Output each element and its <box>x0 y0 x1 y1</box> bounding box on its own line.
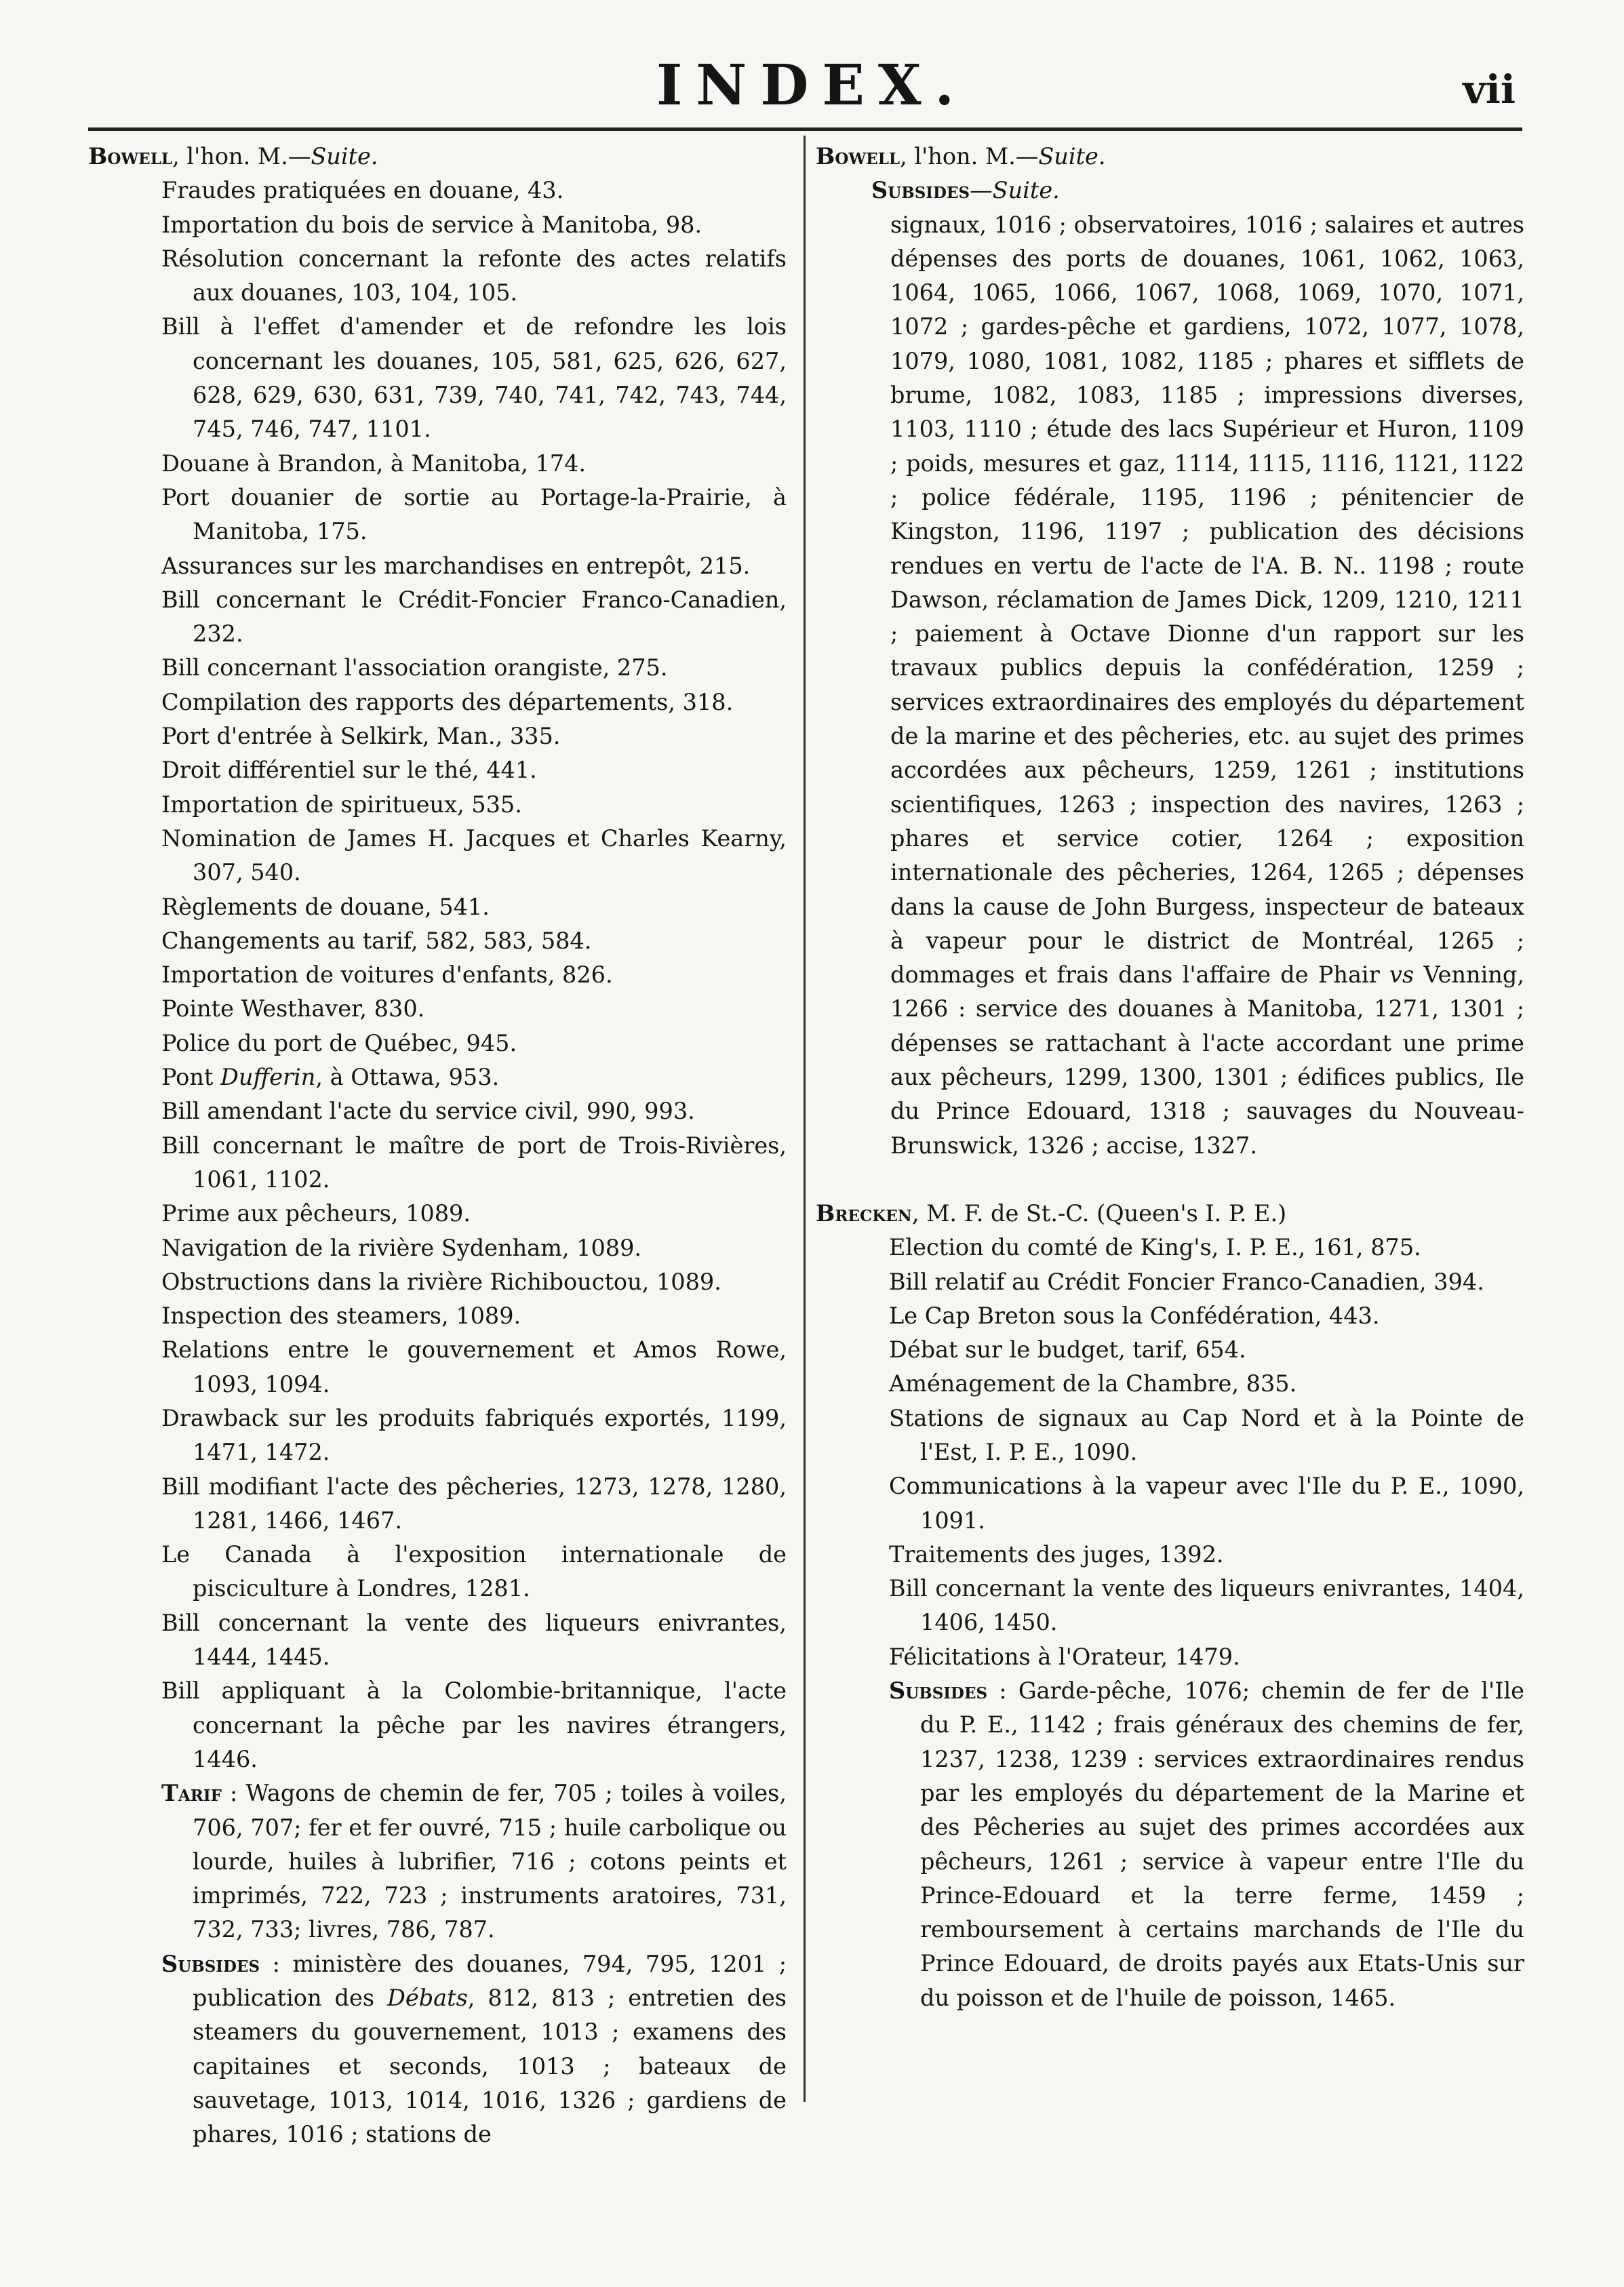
index-entry: Stations de signaux au Cap Nord et à la Pointe de l'Est, I. P. E., 1090. <box>889 1404 1524 1465</box>
author-name: Bowell <box>816 143 900 170</box>
index-entry: Navigation de la rivière Sydenham, 1089. <box>161 1234 642 1261</box>
subsides-section <box>816 1674 1524 2015</box>
index-entry: Bill concernant la vente des liqueurs enivrantes, 1404, 1406, 1450. <box>889 1575 1524 1636</box>
left-column <box>88 140 787 2152</box>
index-entry: Bill relatif au Crédit Foncier Franco-Canadien, 394. <box>889 1268 1484 1295</box>
index-entry: Compilation des rapports des départements, 318. <box>161 688 734 715</box>
section-label: Subsides <box>889 1677 988 1705</box>
index-entry: Droit différentiel sur le thé, 441. <box>161 757 537 784</box>
author-title: , l'hon. M.— <box>900 143 1039 170</box>
index-entry: Le Cap Breton sous la Confédération, 443. <box>889 1302 1380 1329</box>
author-heading <box>88 140 787 174</box>
entry-italic: Dufferin <box>220 1064 316 1091</box>
author-heading <box>816 1197 1524 1231</box>
section-text: : Garde-pêche, 1076; chemin de fer de l'Ile du P. E., 1142 ; frais généraux des chemins de fer, 1237, 1238, 1239 : services extraordinaires rendus par les employés du département de la Marine et des Pêcheries au sujet des primes accordées aux pêcheurs, 1261 ; service à vapeur entre l'Ile du Prince-Edouard et la terre ferme, 1459 ; remboursement à certains marchands de l'Ile du Prince Edouard, de droits payés aux Etats-Unis sur du poisson et de l'huile de poisson, 1465. <box>920 1677 1524 2011</box>
section-text: : ministère des douanes, 794, 795, 1201 ; publication des <box>193 1950 787 2012</box>
index-entry: Aménagement de la Chambre, 835. <box>889 1370 1297 1397</box>
index-entry: Police du port de Québec, 945. <box>161 1029 517 1056</box>
index-entry: Importation de spiritueux, 535. <box>161 791 522 818</box>
page-number: vii <box>1463 66 1516 113</box>
entry-text: , à Ottawa, 953. <box>315 1064 500 1091</box>
index-entry: Bill concernant l'association orangiste, 275. <box>161 654 668 681</box>
subsides-section <box>88 1947 787 2152</box>
index-entry: Bill amendant l'acte du service civil, 990, 993. <box>161 1098 695 1125</box>
index-entry: Bill modifiant l'acte des pêcheries, 1273, 1278, 1280, 1281, 1466, 1467. <box>161 1473 787 1534</box>
index-entry: Bill à l'effet d'amender et de refondre les lois concernant les douanes, 105, 581, 625, 626, 627, 628, 629, 630, 631, 739, 740, 741, 742, 743, 744, 745, 746, 747, 1101. <box>161 313 787 443</box>
index-entry: Importation de voitures d'enfants, 826. <box>161 961 613 989</box>
index-entry: Drawback sur les produits fabriqués exportés, 1199, 1471, 1472. <box>161 1404 787 1466</box>
index-entry: Règlements de douane, 541. <box>161 893 490 920</box>
column-divider <box>804 136 806 2102</box>
index-entry: Importation du bois de service à Manitoba, 98. <box>161 211 702 238</box>
index-entry: Communications à la vapeur avec l'Ile du P. E., 1090, 1091. <box>889 1473 1524 1534</box>
index-entry: Election du comté de King's, I. P. E., 161, 875. <box>889 1234 1421 1261</box>
subsides-heading <box>816 174 1524 207</box>
author-heading <box>816 140 1524 174</box>
author-name: Bowell <box>88 143 173 170</box>
index-entry: Bill appliquant à la Colombie-britannique, l'acte concernant la pêche par les navires étrangers, 1446. <box>161 1677 787 1772</box>
suite-label: —Suite. <box>970 177 1060 204</box>
index-entry: Félicitations à l'Orateur, 1479. <box>889 1643 1240 1670</box>
index-entry: Traitements des juges, 1392. <box>889 1540 1224 1568</box>
subsides-continued <box>816 208 1524 1163</box>
index-entry: Bill concernant le maître de port de Trois-Rivières, 1061, 1102. <box>161 1132 787 1193</box>
entry-text: Pont <box>161 1064 221 1091</box>
index-entry: Prime aux pêcheurs, 1089. <box>161 1200 471 1227</box>
index-entry: Changements au tarif, 582, 583, 584. <box>161 927 592 954</box>
index-entry: Débat sur le budget, tarif, 654. <box>889 1336 1246 1364</box>
index-entry: Bill concernant le Crédit-Foncier Franco-Canadien, 232. <box>161 586 787 648</box>
author-name: Brecken <box>816 1199 912 1227</box>
author-title: , M. F. de St.-C. (Queen's I. P. E.) <box>911 1199 1287 1227</box>
index-entry: Résolution concernant la refonte des actes relatifs aux douanes, 103, 104, 105. <box>161 245 787 306</box>
section-italic: Débats <box>387 1985 468 2012</box>
section-label: Tarif <box>161 1780 222 1807</box>
author-title: , l'hon. M.— <box>172 143 311 170</box>
suite-label: Suite. <box>311 143 378 170</box>
right-column <box>816 140 1524 2015</box>
index-entry: Douane à Brandon, à Manitoba, 174. <box>161 450 587 477</box>
index-entry <box>88 1060 787 1094</box>
index-entry: Port d'entrée à Selkirk, Man., 335. <box>161 723 561 750</box>
section-label: Subsides <box>871 177 970 204</box>
suite-label: Suite. <box>1038 143 1106 170</box>
section-text: signaux, 1016 ; observatoires, 1016 ; salaires et autres dépenses des ports de douanes, 1061, 1062, 1063, 1064, 1065, 1066, 1067, 1068, 1069, 1070, 1071, 1072 ; gardes-pêche et gardiens, 1072, 1077, 1078, 1079, 1080, 1081, 1082, 1185 ; phares et sifflets de brume, 1082, 1083, 1185 ; impressions diverses, 1103, 1110 ; étude des lacs Supérieur et Huron, 1109 ; poids, mesures et gaz, 1114, 1115, 1116, 1121, 1122 ; police fédérale, 1195, 1196 ; pénitencier de Kingston, 1196, 1197 ; publication des décisions rendues en vertu de l'acte de l'A. B. N.. 1198 ; route Dawson, réclamation de James Dick, 1209, 1210, 1211 ; paiement à Octave Dionne d'un rapport sur les travaux publics depuis la confédération, 1259 ; services extraordinaires des employés du département de la marine et des pêcheries, etc. au sujet des primes accordées aux pêcheurs, 1259, 1261 ; institutions scientifiques, 1263 ; inspection des navires, 1263 ; phares et service cotier, 1264 ; exposition internationale des pêcheries, 1264, 1265 ; dépenses dans la cause de John Burgess, inspecteur de bateaux à vapeur pour le district de Montréal, 1265 ; dommages et frais dans l'affaire de Phair <box>890 211 1524 989</box>
index-entry: Inspection des steamers, 1089. <box>161 1302 521 1330</box>
section-text: , 812, 813 ; entretien des steamers du gouvernement, 1013 ; examens des capitaines et seconds, 1013 ; bateaux de sauvetage, 1013, 1014, 1016, 1326 ; gardiens de phares, 1016 ; stations de <box>193 1985 787 2148</box>
index-entry: Pointe Westhaver, 830. <box>161 995 425 1022</box>
index-entry: Nomination de James H. Jacques et Charles Kearny, 307, 540. <box>161 824 787 886</box>
tarif-section <box>88 1776 787 1947</box>
section-italic: vs <box>1389 961 1414 989</box>
index-entry: Bill concernant la vente des liqueurs enivrantes, 1444, 1445. <box>161 1609 787 1671</box>
index-entry: Fraudes pratiquées en douane, 43. <box>161 177 564 204</box>
index-entry: Le Canada à l'exposition internationale de pisciculture à Londres, 1281. <box>161 1541 787 1602</box>
section-label: Subsides <box>161 1950 260 1977</box>
section-text: : Wagons de chemin de fer, 705 ; toiles à voiles, 706, 707; fer et fer ouvré, 715 ; huile carbolique ou lourde, huiles à lubrifier, 716 ; cotons peints et imprimés, 722, 723 ; instruments aratoires, 731, 732, 733; livres, 786, 787. <box>193 1780 787 1943</box>
index-entry: Obstructions dans la rivière Richibouctou, 1089. <box>161 1268 721 1295</box>
index-entry: Assurances sur les marchandises en entrepôt, 215. <box>161 552 751 579</box>
section-text: Venning, 1266 : service des douanes à Manitoba, 1271, 1301 ; dépenses se rattachant à l'acte accordant une prime aux pêcheurs, 1299, 1300, 1301 ; édifices publics, Ile du Prince Edouard, 1318 ; sauvages du Nouveau-Brunswick, 1326 ; accise, 1327. <box>890 961 1524 1159</box>
index-entry: Port douanier de sortie au Portage-la-Prairie, à Manitoba, 175. <box>161 483 787 545</box>
spacer <box>816 1163 1524 1197</box>
header-rule <box>88 127 1522 131</box>
page-title: INDEX. <box>656 53 968 118</box>
index-entry: Relations entre le gouvernement et Amos Rowe, 1093, 1094. <box>161 1336 787 1397</box>
